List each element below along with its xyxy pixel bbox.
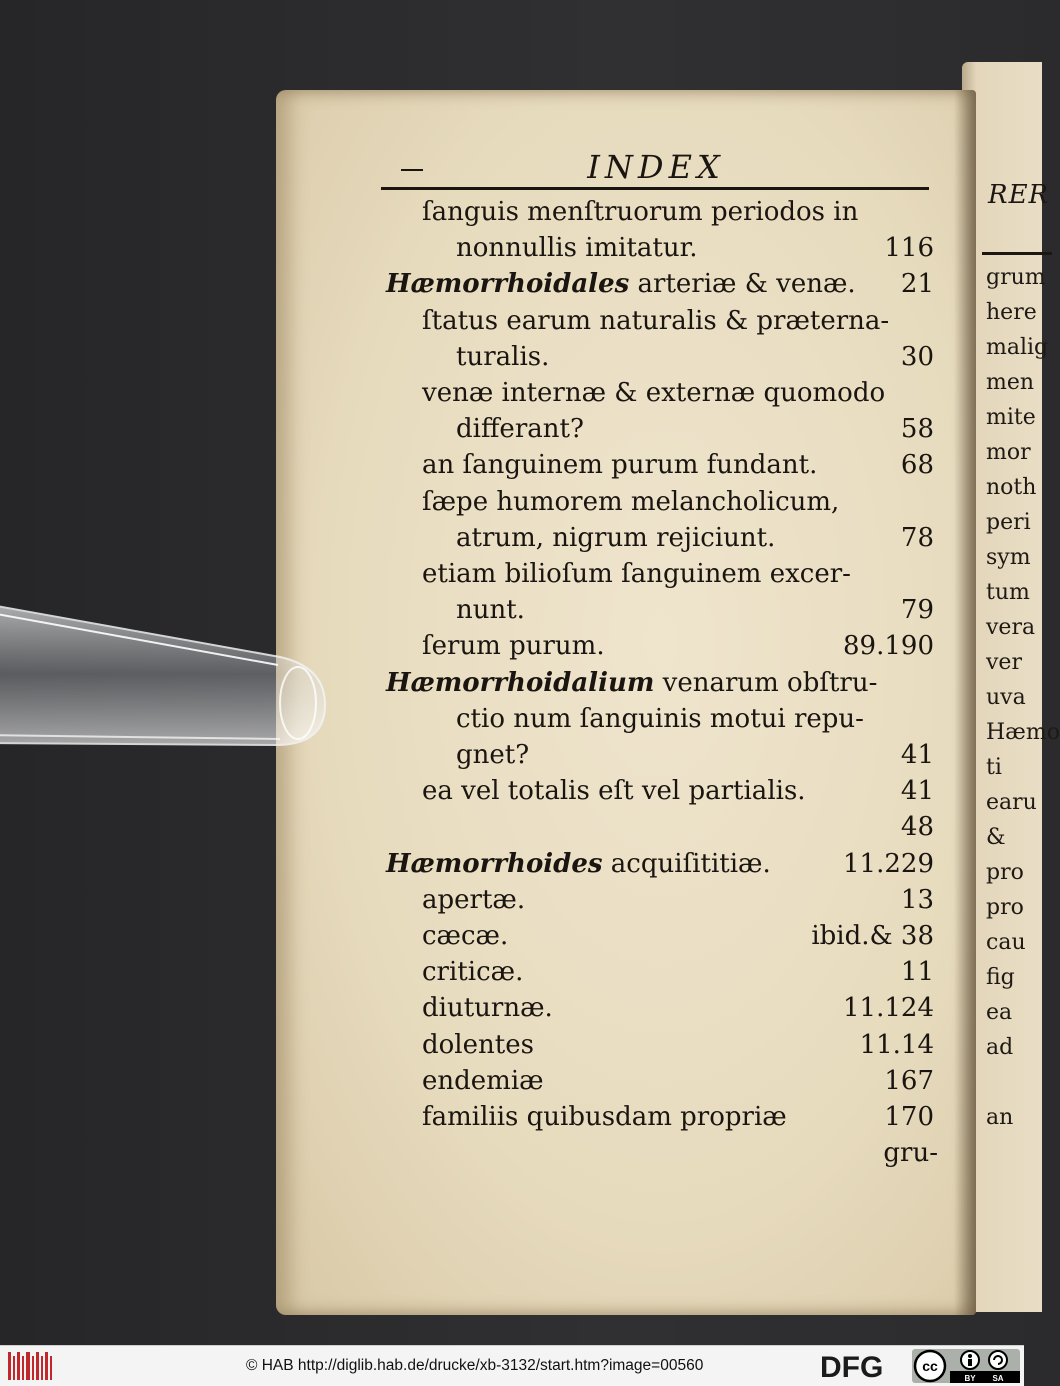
entry-page-ref: 11.229	[843, 848, 934, 879]
entry-page-ref: 41	[900, 776, 934, 807]
footer-bar	[0, 1345, 1024, 1386]
facing-page-line: &	[986, 825, 1006, 850]
facing-page-line: ver	[986, 650, 1022, 675]
entry-text: ſæpe humorem melancholicum,	[422, 486, 840, 517]
entry-page-ref: 41	[900, 740, 934, 770]
index-subentry	[276, 1099, 976, 1135]
facing-page-line: ti	[986, 755, 1002, 780]
facing-page-line: men	[986, 370, 1035, 395]
facing-page-lines	[986, 260, 1060, 1135]
hab-logo-stripe	[26, 1352, 30, 1380]
facing-page-line: noth	[986, 475, 1037, 500]
facing-page-line: pro	[986, 895, 1024, 920]
index-subentry	[276, 375, 976, 411]
index-subentry	[276, 194, 976, 230]
facing-page-line: ea	[986, 1000, 1013, 1025]
index-subentry	[276, 882, 976, 918]
entry-text: etiam bilioſum ſanguinem excer-	[422, 559, 851, 589]
entry-text: familiis quibusdam propriæ	[422, 1102, 787, 1132]
facing-page-line: sym	[986, 545, 1031, 570]
hab-logo-icon	[6, 1350, 48, 1382]
index-headword-entry	[276, 665, 976, 701]
cc-by-sa-badge-icon[interactable]	[912, 1349, 1020, 1383]
entry-page-ref: 48	[900, 812, 934, 843]
hab-logo-stripe	[17, 1352, 20, 1380]
index-subentry	[276, 990, 976, 1026]
dfg-logo-icon	[818, 1350, 910, 1382]
running-head-rule	[381, 187, 929, 190]
index-subentry	[276, 918, 976, 954]
index-subentry	[276, 556, 976, 592]
index-subentry	[276, 303, 976, 339]
hab-logo-stripe	[13, 1356, 15, 1380]
entry-text: cæcæ.	[422, 921, 509, 951]
index-subentry	[276, 773, 976, 809]
facing-page-line: here	[986, 300, 1037, 325]
index-subentry	[276, 520, 976, 556]
facing-page-line: fig	[986, 965, 1015, 990]
facing-page-line: malig	[986, 335, 1049, 360]
entry-page-ref: 167	[884, 1065, 934, 1096]
entry-page-ref: 11.124	[843, 993, 934, 1024]
facing-page-line: mite	[986, 405, 1036, 430]
index-subentry	[276, 628, 976, 664]
entry-page-ref: 116	[884, 233, 934, 264]
facing-page-line: peri	[986, 510, 1031, 535]
index-subentry	[276, 1027, 976, 1063]
facing-page-line: uva	[986, 685, 1026, 710]
entry-text: atrum, nigrum rejiciunt.	[456, 522, 776, 553]
entry-page-ref: 79	[900, 595, 934, 626]
entry-rest: acquiſititiæ.	[610, 848, 771, 879]
facing-page-line: vera	[986, 615, 1036, 640]
entry-text: dolentes	[422, 1029, 534, 1060]
entry-page-ref: 68	[900, 450, 934, 481]
entry-page-ref: 170	[884, 1102, 934, 1132]
entry-text: nonnullis imitatur.	[456, 233, 698, 264]
index-subentry	[276, 447, 976, 483]
entry-text	[386, 266, 856, 302]
entry-text: diuturnæ.	[422, 993, 553, 1024]
cc-sa-label: SA	[992, 1374, 1004, 1383]
entry-text: ſanguis menſtruorum periodos in	[422, 197, 859, 227]
facing-page-line	[986, 1065, 1060, 1100]
facing-page-header: RER	[988, 180, 1050, 210]
book-page	[276, 90, 976, 1315]
entry-page-ref: 89.190	[843, 631, 934, 662]
facing-page-line: tum	[986, 580, 1030, 605]
facing-page-line: pro	[986, 860, 1024, 885]
index-subentry	[276, 592, 976, 628]
index-subentry	[276, 339, 976, 375]
entry-text: apertæ.	[422, 884, 526, 915]
entry-text: venæ internæ & externæ quomodo	[422, 378, 886, 408]
entry-text	[386, 665, 877, 701]
entry-text: ea vel totalis eſt vel partialis.	[422, 776, 806, 807]
entry-headword: Hæmorrhoidales	[386, 269, 630, 300]
entry-text: ſerum purum.	[422, 631, 605, 662]
cc-label: cc	[922, 1358, 938, 1374]
entry-text: an ſanguinem purum fundant.	[422, 450, 818, 481]
entry-page-ref: ibid.& 38	[811, 921, 934, 951]
index-headword-entry	[276, 266, 976, 302]
cc-by-label: BY	[964, 1374, 976, 1383]
index-subentry	[276, 411, 976, 447]
entry-text: differant?	[456, 414, 584, 445]
hab-logo-stripe	[32, 1356, 34, 1380]
index-subentry	[276, 484, 976, 520]
index-subentry	[276, 1063, 976, 1099]
entry-text: nunt.	[456, 595, 525, 626]
facing-page-line: an	[986, 1105, 1014, 1130]
catchword: gru-	[883, 1138, 938, 1169]
facing-page-rule	[982, 252, 1052, 255]
facing-page-line: mor	[986, 440, 1031, 465]
entry-page-ref: 11.14	[859, 1029, 934, 1060]
hab-logo-stripe	[36, 1352, 39, 1380]
facing-page-line: grum	[986, 265, 1046, 290]
index-subentry	[276, 230, 976, 266]
index-subentry	[276, 809, 976, 845]
entry-text: ſtatus earum naturalis & præterna-	[422, 305, 890, 336]
index-subentry	[276, 737, 976, 773]
catchword-line	[276, 1135, 976, 1171]
index-subentry	[276, 701, 976, 737]
facing-page-line: Hæmo	[986, 720, 1060, 745]
entry-text: ctio num ſanguinis motui repu-	[456, 703, 864, 734]
entry-page-ref: 78	[900, 522, 934, 553]
entry-text: gnet?	[456, 740, 530, 770]
entry-text: criticæ.	[422, 957, 524, 988]
hab-logo-stripe	[45, 1352, 48, 1380]
entry-page-ref: 30	[900, 341, 934, 372]
entry-headword: Hæmorrhoides	[386, 848, 603, 879]
entry-page-ref: 58	[900, 414, 934, 445]
entry-rest: arteriæ & venæ.	[637, 269, 856, 300]
citation-link[interactable]: © HAB http://diglib.hab.de/drucke/xb-3132/start.htm?image=00560	[246, 1357, 704, 1374]
index-subentry	[276, 954, 976, 990]
running-head: INDEX	[587, 148, 725, 186]
hab-logo-stripe	[41, 1356, 43, 1380]
entry-rest: venarum obſtru-	[662, 667, 878, 698]
hab-logo-stripe	[8, 1352, 11, 1380]
entry-headword: Hæmorrhoidalium	[386, 667, 655, 698]
entry-text	[386, 846, 771, 882]
entry-page-ref: 11	[900, 957, 934, 988]
entry-text: endemiæ	[422, 1065, 544, 1096]
entry-page-ref: 13	[900, 884, 934, 915]
facing-page-line: ad	[986, 1035, 1014, 1060]
entry-page-ref: 21	[900, 269, 934, 300]
dfg-logo-text: DFG	[820, 1351, 884, 1384]
facing-page-line: cau	[986, 930, 1026, 955]
running-head-dash	[401, 169, 423, 171]
index-headword-entry	[276, 846, 976, 882]
hab-logo-stripe	[50, 1356, 52, 1380]
facing-page-line: earu	[986, 790, 1037, 815]
entry-text: turalis.	[456, 341, 550, 372]
hab-logo-stripe	[22, 1356, 24, 1380]
